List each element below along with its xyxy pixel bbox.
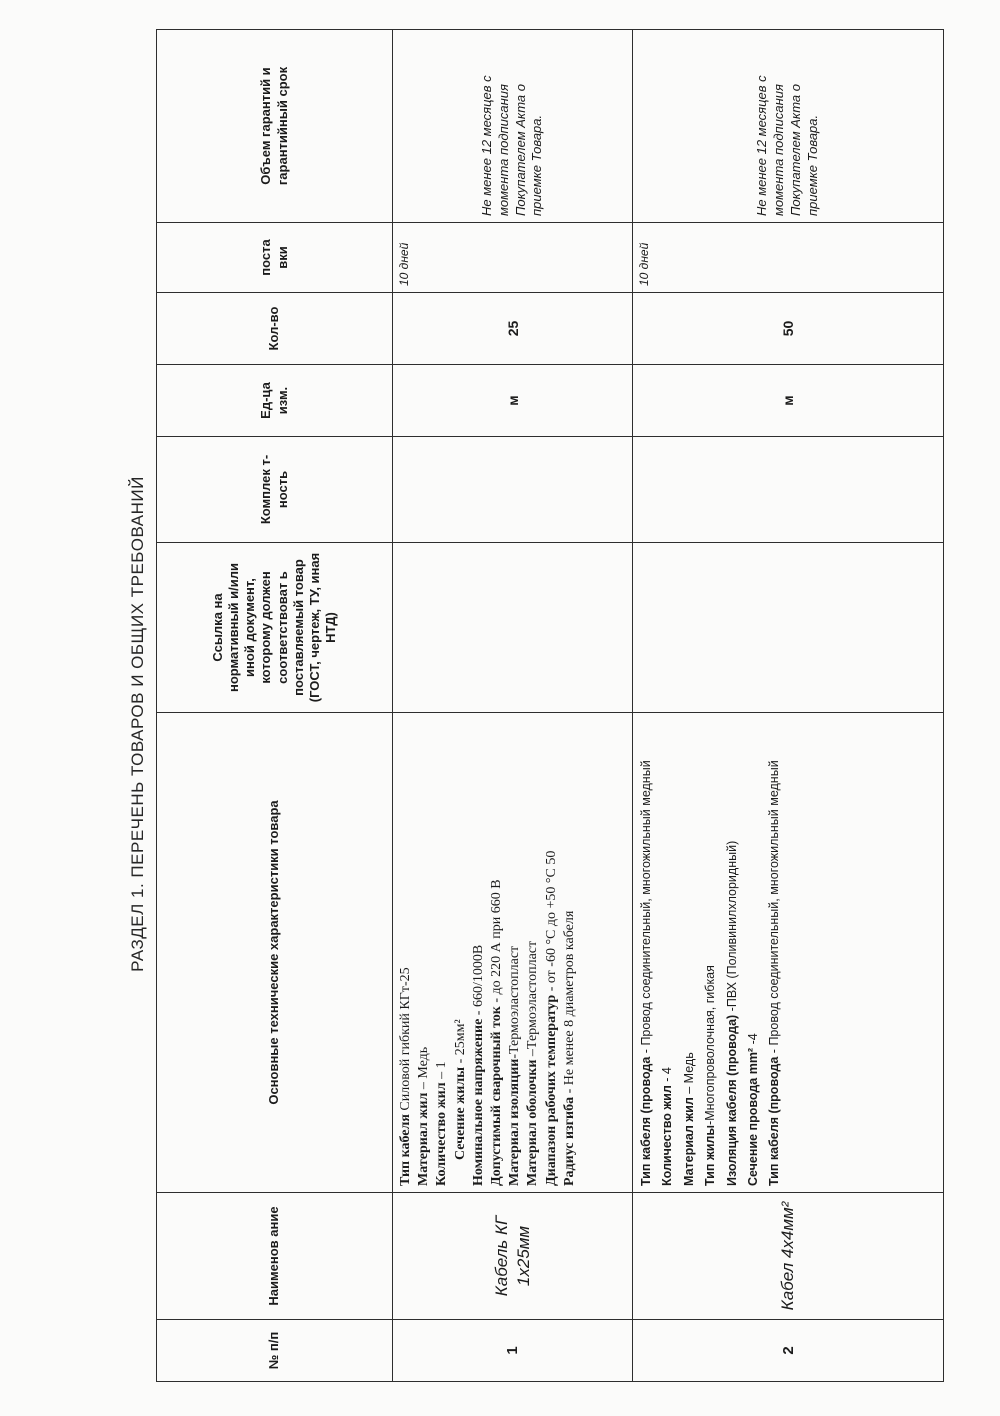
row-name: Кабель КГ 1х25мм xyxy=(393,1193,633,1320)
row-delivery: 10 дней xyxy=(393,223,633,293)
header-name: Наименов ание xyxy=(157,1193,393,1320)
spec-line: Материал изоляции-Термоэластопласт xyxy=(507,945,523,1186)
header-specs: Основные технические характеристики товара xyxy=(157,713,393,1193)
row-warranty: Не менее 12 месяцев с момента подписания Покупателем Акта о приемке Товара. xyxy=(393,30,633,223)
row-num: 1 xyxy=(393,1320,633,1382)
header-num: № п/п xyxy=(157,1320,393,1382)
row-completeness xyxy=(633,437,944,543)
row-name: Кабел 4х4мм² xyxy=(633,1193,944,1320)
row-unit: м xyxy=(393,365,633,437)
spec-line: Радиус изгиба - Не менее 8 диаметров кабеля xyxy=(561,910,577,1186)
header-unit: Ед-ца изм. xyxy=(157,365,393,437)
spec-line: Диапазон рабочих температур - от -60 °С до +50 °С 50 xyxy=(543,850,559,1186)
spec-line: Тип кабеля (провода - Провод соединительный, многожильный медный xyxy=(767,760,782,1186)
table-row xyxy=(633,30,944,1382)
spec-line: Допустимый сварочный ток - до 220 А при 660 В xyxy=(488,879,504,1186)
spec-line: Количество жил - 4 xyxy=(660,1067,675,1186)
row-reference xyxy=(393,543,633,713)
spec-line: Сечение провода mm² -4 xyxy=(745,1033,760,1186)
spec-line: Материал жил – Медь xyxy=(416,1046,432,1186)
spec-line: Сечение жилы - 25мм² xyxy=(452,1019,468,1160)
header-delivery: поста вки xyxy=(157,223,393,293)
spec-line: Тип кабеля (провода - Провод соединительный, многожильный медный xyxy=(639,760,653,1186)
spec-line: Тип жилы-Многопроволочная, гибкая xyxy=(703,965,718,1186)
spec-line: Тип кабеля Силовой гибкий КГт-25 xyxy=(398,967,413,1186)
header-reference: Ссылка на нормативный и/или иной документ, которому должен соответствоват ь поставляемый товар (ГОСТ, чертеж, ТУ, иная НТД) xyxy=(157,543,393,713)
section-title: РАЗДЕЛ 1. ПЕРЕЧЕНЬ ТОВАРОВ И ОБЩИХ ТРЕБОВАНИЙ xyxy=(128,476,147,972)
row-delivery: 10 дней xyxy=(633,223,944,293)
row-reference xyxy=(633,543,944,713)
row-specs xyxy=(393,713,633,1193)
row-unit: м xyxy=(633,365,944,437)
row-qty: 25 xyxy=(393,293,633,365)
header-qty: Кол-во xyxy=(157,293,393,365)
header-completeness: Комплек т-ность xyxy=(157,437,393,543)
spec-line: Номинальное напряжение - 660/1000В xyxy=(470,944,486,1186)
goods-table-sheet xyxy=(156,30,944,1382)
goods-table xyxy=(156,29,944,1382)
spec-line: Количество жил – 1 xyxy=(434,1061,450,1186)
spec-line: Материал жил – Медь xyxy=(681,1052,696,1186)
row-num: 2 xyxy=(633,1320,944,1382)
row-qty: 50 xyxy=(633,293,944,365)
header-warranty: Объем гарантий и гарантийный срок xyxy=(157,30,393,223)
table-row xyxy=(393,30,633,1382)
row-completeness xyxy=(393,437,633,543)
spec-line: Материал оболочки –Термоэластопласт xyxy=(525,940,541,1186)
row-specs xyxy=(633,713,944,1193)
row-warranty: Не менее 12 месяцев с момента подписания Покупателем Акта о приемке Товара. xyxy=(633,30,944,223)
header-row xyxy=(157,30,393,1382)
spec-line: Изоляция кабеля (провода) -ПВХ (Поливинилхлоридный) xyxy=(724,840,739,1186)
